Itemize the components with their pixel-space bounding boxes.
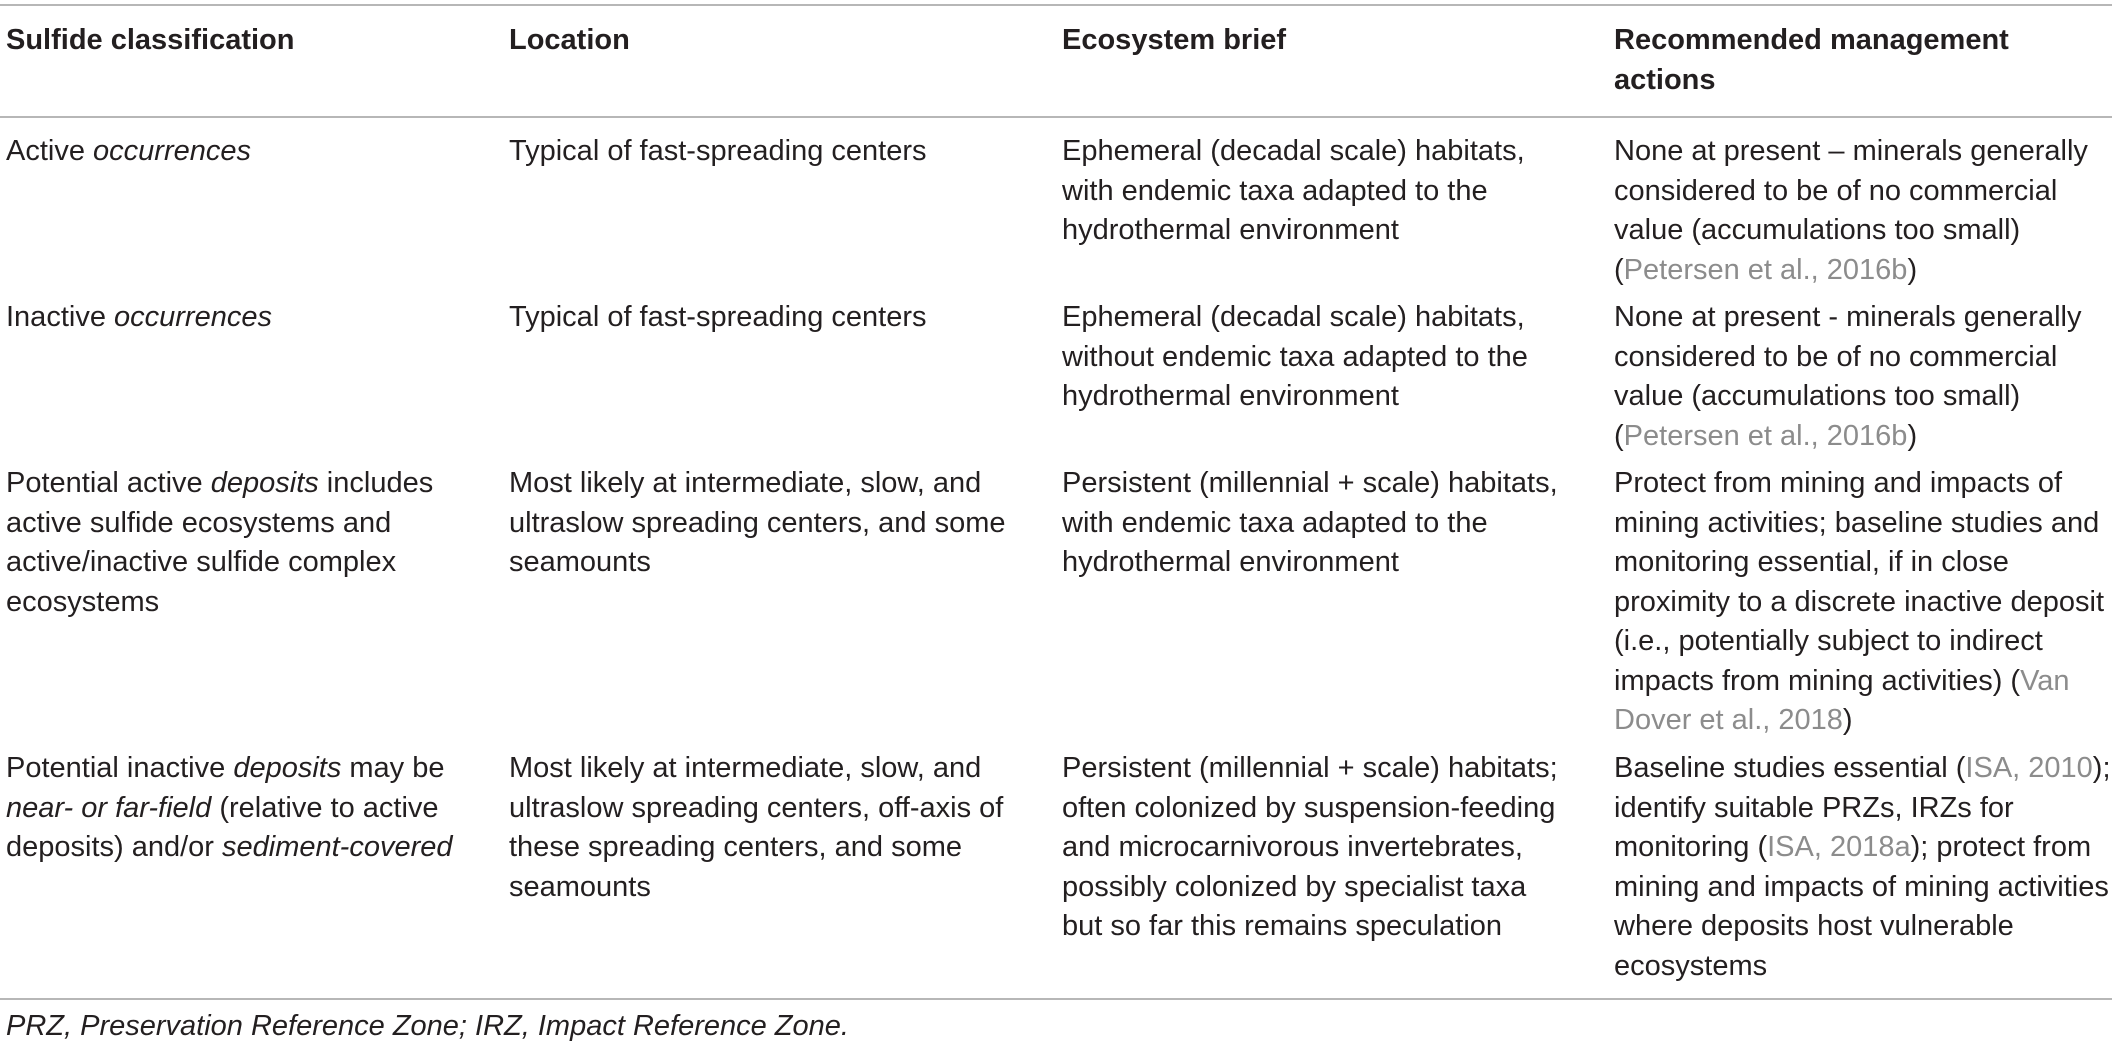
- row3-actions-cell: [1614, 464, 2104, 741]
- row2-location-line: Typical of fast-spreading centers: [509, 301, 927, 333]
- row4-location-line: Most likely at intermediate, slow, and: [509, 752, 982, 784]
- row1-actions-cell: [1614, 132, 2088, 290]
- table-header-rule: [0, 116, 2112, 118]
- row3-actions-line: [1614, 701, 2104, 741]
- row3-actions-line: monitoring essential, if in close: [1614, 546, 2009, 578]
- paren: ): [1907, 253, 1918, 286]
- row4-location-cell: [509, 749, 1003, 907]
- header-ecosystem-brief: Ecosystem brief: [1062, 24, 1287, 56]
- row4-sulfide-cell: [6, 749, 453, 868]
- row3-actions-line: proximity to a discrete inactive deposit: [1614, 585, 2104, 618]
- row4-location-line: ultraslow spreading centers, off-axis of: [509, 791, 1004, 824]
- row4-sulfide-line: [6, 789, 453, 829]
- row3-actions-line: [1614, 662, 2104, 702]
- table-footnote: PRZ, Preservation Reference Zone; IRZ, Impact Reference Zone.: [6, 1010, 849, 1042]
- emphasis: sediment-covered: [222, 831, 453, 863]
- row1-actions-line: [1614, 251, 2088, 291]
- row1-sulfide-text: Active: [6, 135, 94, 167]
- citation-link[interactable]: ISA, 2010: [1965, 752, 2093, 784]
- row1-actions-line: value (accumulations too small): [1614, 214, 2021, 246]
- row4-ecosystem-line: Persistent (millennial + scale) habitats;: [1062, 752, 1558, 784]
- row1-actions-line: None at present – minerals generally: [1614, 135, 2088, 167]
- text: Potential active: [6, 467, 211, 499]
- row2-location-cell: [509, 298, 926, 338]
- text: includes: [318, 467, 434, 499]
- row3-actions-line: Protect from mining and impacts of: [1614, 467, 2063, 499]
- row3-ecosystem-cell: [1062, 464, 1558, 583]
- row1-sulfide-cell: [6, 132, 251, 172]
- header-recommended-actions: [1614, 21, 2009, 100]
- row3-ecosystem-line: with endemic taxa adapted to the: [1062, 506, 1488, 539]
- row2-ecosystem-line: without endemic taxa adapted to the: [1062, 340, 1528, 373]
- paren: (: [1614, 253, 1624, 286]
- row1-location-line: Typical of fast-spreading centers: [509, 135, 927, 167]
- row3-sulfide-line: active/inactive sulfide complex: [6, 546, 397, 578]
- row1-ecosystem-line: with endemic taxa adapted to the: [1062, 174, 1488, 207]
- row1-sulfide-emphasis: occurrences: [93, 135, 251, 167]
- text: ); protect from: [1910, 831, 2092, 863]
- table-top-rule: [0, 4, 2112, 6]
- row2-actions-line: None at present - minerals generally: [1614, 301, 2082, 333]
- row1-ecosystem-cell: [1062, 132, 1525, 251]
- row3-sulfide-line: [6, 464, 433, 504]
- row4-ecosystem-line: but so far this remains speculation: [1062, 910, 1503, 942]
- row4-actions-line: identify suitable PRZs, IRZs for: [1614, 791, 2014, 824]
- header-actions-line: actions: [1614, 63, 1716, 96]
- row4-location-line: these spreading centers, and some: [509, 831, 962, 863]
- header-location: Location: [509, 24, 630, 56]
- text: monitoring (: [1614, 831, 1768, 863]
- emphasis: near- or far-field: [6, 791, 212, 824]
- citation-link[interactable]: Petersen et al., 2016b: [1623, 419, 1908, 452]
- row2-ecosystem-line: hydrothermal environment: [1062, 380, 1399, 412]
- emphasis: deposits: [210, 467, 319, 499]
- header-sulfide-classification: Sulfide classification: [6, 24, 295, 56]
- row4-ecosystem-line: often colonized by suspension-feeding: [1062, 791, 1556, 824]
- header-actions-line: Recommended management: [1614, 24, 2009, 56]
- row3-ecosystem-line: hydrothermal environment: [1062, 546, 1399, 578]
- text: (relative to active: [211, 791, 439, 824]
- row4-actions-line: [1614, 749, 2111, 789]
- text: impacts from mining activities) (: [1614, 664, 2021, 697]
- row4-sulfide-line: [6, 749, 453, 789]
- row4-actions-cell: [1614, 749, 2111, 986]
- row4-location-line: seamounts: [509, 870, 651, 903]
- row3-ecosystem-line: Persistent (millennial + scale) habitats,: [1062, 467, 1558, 499]
- row2-actions-cell: [1614, 298, 2081, 456]
- row4-actions-line: where deposits host vulnerable: [1614, 910, 2014, 942]
- row4-actions-line: ecosystems: [1614, 949, 1768, 982]
- row1-ecosystem-line: Ephemeral (decadal scale) habitats,: [1062, 135, 1525, 167]
- row1-ecosystem-line: hydrothermal environment: [1062, 214, 1399, 246]
- row2-ecosystem-line: Ephemeral (decadal scale) habitats,: [1062, 301, 1525, 333]
- row1-actions-line: considered to be of no commercial: [1614, 174, 2058, 207]
- citation-link[interactable]: Petersen et al., 2016b: [1623, 253, 1908, 286]
- row1-location-cell: [509, 132, 926, 172]
- row3-sulfide-cell: [6, 464, 433, 622]
- text: may be: [341, 752, 445, 784]
- row3-location-line: seamounts: [509, 546, 651, 578]
- paren: ): [1907, 419, 1918, 452]
- text: Potential inactive: [6, 752, 234, 784]
- row4-ecosystem-line: and microcarnivorous invertebrates,: [1062, 831, 1523, 863]
- row2-actions-line: value (accumulations too small): [1614, 380, 2021, 412]
- row3-actions-line: mining activities; baseline studies and: [1614, 506, 2100, 539]
- row2-actions-line: considered to be of no commercial: [1614, 340, 2058, 373]
- row3-location-line: ultraslow spreading centers, and some: [509, 506, 1006, 539]
- row4-sulfide-line: [6, 828, 453, 868]
- row2-ecosystem-cell: [1062, 298, 1528, 417]
- citation-link[interactable]: Dover et al., 2018: [1614, 704, 1843, 736]
- text: );: [2092, 752, 2111, 784]
- emphasis: deposits: [233, 752, 342, 784]
- text: Baseline studies essential (: [1614, 752, 1966, 784]
- text: deposits) and/or: [6, 831, 223, 863]
- row4-actions-line: [1614, 828, 2111, 868]
- row2-sulfide-emphasis: occurrences: [114, 301, 272, 333]
- citation-link[interactable]: Van: [2020, 664, 2070, 697]
- row2-actions-line: [1614, 417, 2081, 457]
- row4-ecosystem-line: possibly colonized by specialist taxa: [1062, 870, 1527, 903]
- row3-sulfide-line: ecosystems: [6, 585, 160, 618]
- row2-sulfide-text: Inactive: [6, 301, 114, 333]
- row3-sulfide-line: active sulfide ecosystems and: [6, 506, 392, 539]
- row4-actions-line: mining and impacts of mining activities: [1614, 870, 2109, 903]
- table-bottom-rule: [0, 998, 2112, 1000]
- paren: ): [1842, 704, 1853, 736]
- row3-actions-line: (i.e., potentially subject to indirect: [1614, 625, 2043, 657]
- row4-ecosystem-cell: [1062, 749, 1558, 947]
- row3-location-line: Most likely at intermediate, slow, and: [509, 467, 982, 499]
- paren: (: [1614, 419, 1624, 452]
- row2-sulfide-cell: [6, 298, 272, 338]
- row3-location-cell: [509, 464, 1005, 583]
- citation-link[interactable]: ISA, 2018a: [1767, 831, 1911, 863]
